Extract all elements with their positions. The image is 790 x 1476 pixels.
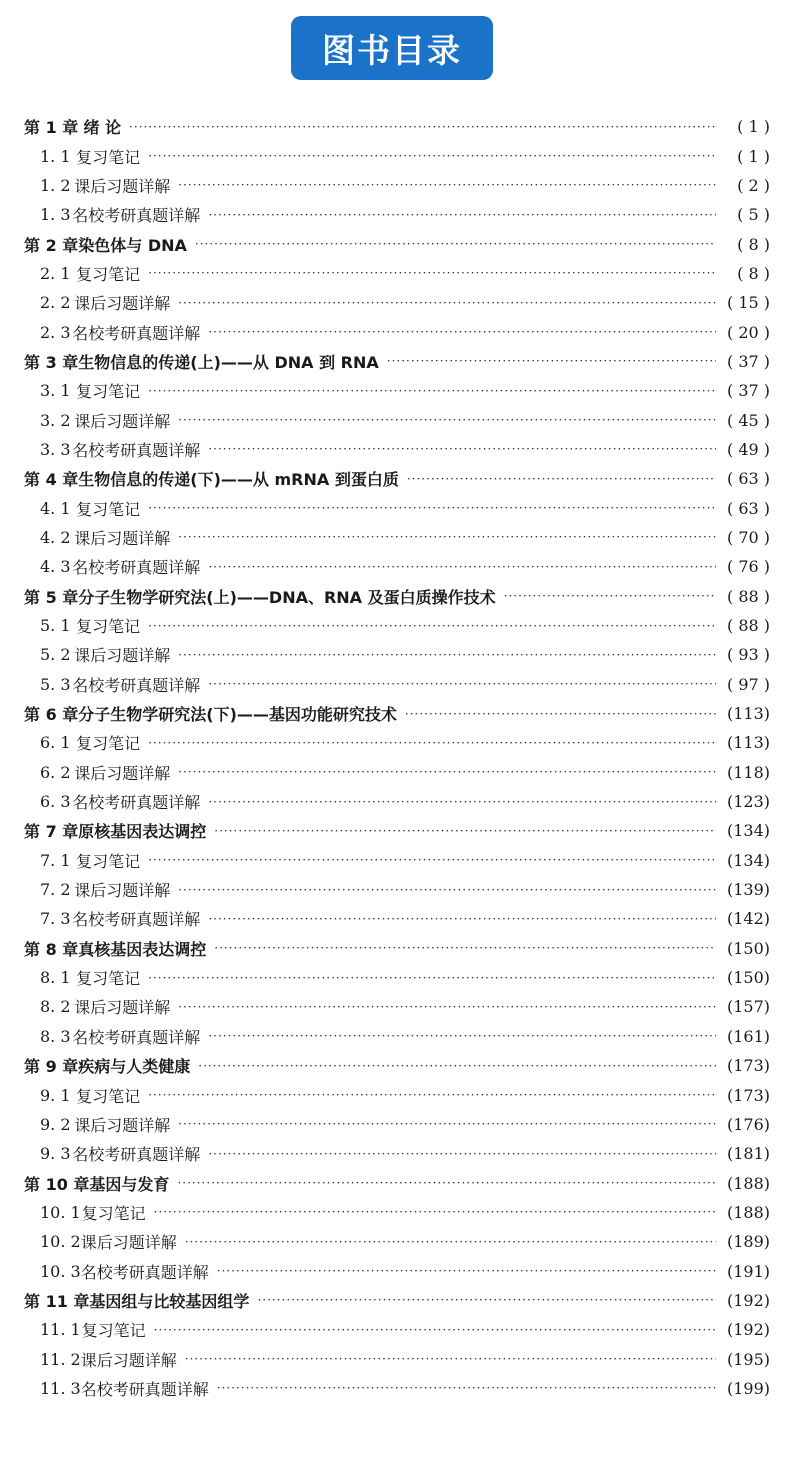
- section-number: 8. 3: [40, 1026, 71, 1046]
- section-page-number: ( 37 ): [726, 381, 770, 401]
- toc-chapter-row[interactable]: [24, 934, 770, 963]
- chapter-page-number: (188): [726, 1173, 770, 1193]
- toc-section-row[interactable]: [24, 787, 770, 816]
- dot-leader: [208, 442, 716, 456]
- chapter-page-number: (134): [726, 821, 770, 841]
- toc-chapter-row[interactable]: [24, 1286, 770, 1315]
- section-number: 4. 2: [40, 527, 71, 547]
- section-title: 课后习题详解: [74, 294, 171, 314]
- toc-section-row[interactable]: [24, 288, 770, 317]
- dot-leader: [154, 1323, 716, 1337]
- toc-section-row[interactable]: [24, 405, 770, 434]
- toc-section-row[interactable]: [24, 317, 770, 346]
- section-title: 复习笔记: [76, 499, 141, 519]
- section-title: 名校考研真题详解: [72, 323, 201, 343]
- chapter-number: 第 3 章: [24, 352, 79, 372]
- toc-section-row[interactable]: [24, 259, 770, 288]
- section-title: 名校考研真题详解: [72, 675, 201, 695]
- section-title: 课后习题详解: [74, 881, 171, 901]
- section-page-number: (189): [726, 1232, 770, 1252]
- section-page-number: ( 93 ): [726, 645, 770, 665]
- section-title: 复习笔记: [76, 382, 141, 402]
- dot-leader: [185, 1352, 716, 1366]
- chapter-title: 绪 论: [83, 118, 122, 138]
- chapter-number: 第 10 章: [24, 1174, 90, 1194]
- section-page-number: (199): [726, 1378, 770, 1398]
- chapter-number: 第 5 章: [24, 587, 79, 607]
- toc-section-row[interactable]: [24, 611, 770, 640]
- toc-chapter-row[interactable]: [24, 1168, 770, 1197]
- dot-leader: [177, 1176, 716, 1190]
- section-page-number: ( 88 ): [726, 616, 770, 636]
- section-page-number: (188): [726, 1202, 770, 1222]
- dot-leader: [208, 677, 716, 691]
- chapter-title: 真核基因表达调控: [78, 939, 207, 959]
- toc-section-row[interactable]: [24, 670, 770, 699]
- section-number: 6. 1: [40, 733, 71, 753]
- dot-leader: [178, 765, 716, 779]
- chapter-title: 生物信息的传递(上)——从 DNA 到 RNA: [78, 352, 379, 372]
- dot-leader: [178, 296, 716, 310]
- section-page-number: ( 2 ): [737, 175, 770, 195]
- toc-section-row[interactable]: [24, 493, 770, 522]
- section-number: 10. 2: [40, 1232, 81, 1252]
- dot-leader: [148, 971, 716, 985]
- chapter-number: 第 2 章: [24, 235, 79, 255]
- section-page-number: ( 76 ): [726, 557, 770, 577]
- section-number: 9. 2: [40, 1114, 71, 1134]
- section-title: 名校考研真题详解: [72, 910, 201, 930]
- section-title: 课后习题详解: [74, 646, 171, 666]
- section-title: 复习笔记: [76, 851, 141, 871]
- dot-leader: [217, 1264, 716, 1278]
- dot-leader: [195, 237, 716, 251]
- dot-leader: [214, 941, 716, 955]
- dot-leader: [208, 1147, 716, 1161]
- section-page-number: ( 45 ): [726, 410, 770, 430]
- toc-section-row[interactable]: [24, 1198, 770, 1227]
- dot-leader: [178, 530, 716, 544]
- section-page-number: (150): [726, 968, 770, 988]
- section-number: 2. 3: [40, 322, 71, 342]
- toc-section-row[interactable]: [24, 846, 770, 875]
- chapter-page-number: ( 8 ): [737, 234, 770, 254]
- toc-chapter-row[interactable]: [24, 112, 770, 141]
- section-title: 复习笔记: [76, 969, 141, 989]
- section-page-number: (142): [726, 909, 770, 929]
- section-number: 6. 3: [40, 792, 71, 812]
- dot-leader: [208, 795, 716, 809]
- chapter-page-number: ( 63 ): [726, 469, 770, 489]
- toc-section-row[interactable]: [24, 728, 770, 757]
- toc-section-row[interactable]: [24, 171, 770, 200]
- section-page-number: (161): [726, 1026, 770, 1046]
- section-number: 7. 3: [40, 909, 71, 929]
- dot-leader: [178, 413, 716, 427]
- toc-section-row[interactable]: [24, 904, 770, 933]
- section-number: 6. 2: [40, 762, 71, 782]
- toc-section-row[interactable]: [24, 1022, 770, 1051]
- toc-section-row[interactable]: [24, 875, 770, 904]
- dot-leader: [405, 707, 716, 721]
- dot-leader: [148, 736, 716, 750]
- dot-leader: [387, 354, 716, 368]
- toc-section-row[interactable]: [24, 523, 770, 552]
- toc-section-row[interactable]: [24, 992, 770, 1021]
- section-page-number: (191): [726, 1261, 770, 1281]
- section-title: 名校考研真题详解: [72, 1145, 201, 1165]
- chapter-title: 生物信息的传递(下)——从 mRNA 到蛋白质: [78, 470, 399, 490]
- section-number: 2. 1: [40, 263, 71, 283]
- section-page-number: (192): [726, 1320, 770, 1340]
- dot-leader: [178, 1117, 716, 1131]
- section-title: 课后习题详解: [80, 1233, 177, 1253]
- section-page-number: (118): [726, 762, 770, 782]
- toc-chapter-row[interactable]: [24, 1051, 770, 1080]
- section-number: 11. 2: [40, 1349, 81, 1369]
- section-title: 课后习题详解: [74, 411, 171, 431]
- dot-leader: [257, 1293, 716, 1307]
- section-title: 课后习题详解: [74, 998, 171, 1018]
- dot-leader: [148, 501, 716, 515]
- dot-leader: [148, 619, 716, 633]
- toc-section-row[interactable]: [24, 376, 770, 405]
- section-number: 1. 1: [40, 146, 71, 166]
- chapter-title: 原核基因表达调控: [78, 822, 207, 842]
- section-number: 3. 1: [40, 381, 71, 401]
- toc-section-row[interactable]: [24, 1139, 770, 1168]
- section-title: 课后习题详解: [74, 1115, 171, 1135]
- dot-leader: [208, 1029, 716, 1043]
- toc-section-row[interactable]: [24, 1344, 770, 1373]
- chapter-number: 第 4 章: [24, 470, 79, 490]
- section-title: 复习笔记: [76, 617, 141, 637]
- toc-section-row[interactable]: [24, 200, 770, 229]
- chapter-number: 第 1 章: [24, 118, 79, 138]
- dot-leader: [217, 1381, 716, 1395]
- section-number: 3. 2: [40, 410, 71, 430]
- chapter-page-number: ( 37 ): [726, 351, 770, 371]
- chapter-page-number: (150): [726, 938, 770, 958]
- section-page-number: ( 49 ): [726, 439, 770, 459]
- chapter-number: 第 9 章: [24, 1057, 79, 1077]
- section-title: 名校考研真题详解: [72, 1027, 201, 1047]
- dot-leader: [208, 912, 716, 926]
- chapter-title: 染色体与 DNA: [78, 235, 187, 255]
- chapter-page-number: (192): [726, 1290, 770, 1310]
- section-title: 复习笔记: [76, 147, 141, 167]
- section-number: 5. 3: [40, 674, 71, 694]
- section-number: 10. 1: [40, 1202, 81, 1222]
- section-number: 9. 1: [40, 1085, 71, 1105]
- section-title: 课后习题详解: [74, 528, 171, 548]
- section-page-number: ( 5 ): [737, 205, 770, 225]
- section-page-number: ( 1 ): [737, 146, 770, 166]
- toc-section-row[interactable]: [24, 963, 770, 992]
- section-page-number: (157): [726, 997, 770, 1017]
- section-title: 复习笔记: [76, 264, 141, 284]
- section-number: 1. 2: [40, 175, 71, 195]
- section-page-number: ( 20 ): [726, 322, 770, 342]
- section-title: 课后习题详解: [74, 176, 171, 196]
- chapter-number: 第 11 章: [24, 1291, 90, 1311]
- section-page-number: ( 97 ): [726, 674, 770, 694]
- chapter-title: 分子生物学研究法(下)——基因功能研究技术: [78, 705, 397, 725]
- toc-section-row[interactable]: [24, 1315, 770, 1344]
- dot-leader: [148, 149, 716, 163]
- dot-leader: [198, 1059, 716, 1073]
- section-number: 5. 1: [40, 616, 71, 636]
- toc-section-row[interactable]: [24, 141, 770, 170]
- section-page-number: ( 8 ): [737, 263, 770, 283]
- section-number: 7. 2: [40, 880, 71, 900]
- section-number: 2. 2: [40, 293, 71, 313]
- section-title: 名校考研真题详解: [72, 793, 201, 813]
- dot-leader: [208, 560, 716, 574]
- chapter-title: 疾病与人类健康: [78, 1057, 191, 1077]
- section-number: 1. 3: [40, 205, 71, 225]
- dot-leader: [154, 1205, 716, 1219]
- section-page-number: (139): [726, 880, 770, 900]
- chapter-page-number: ( 1 ): [737, 117, 770, 137]
- dot-leader: [148, 853, 716, 867]
- toc-section-row[interactable]: [24, 1374, 770, 1403]
- section-title: 名校考研真题详解: [72, 558, 201, 578]
- dot-leader: [185, 1235, 716, 1249]
- dot-leader: [407, 472, 716, 486]
- dot-leader: [178, 883, 716, 897]
- dot-leader: [148, 266, 716, 280]
- toc-section-row[interactable]: [24, 1080, 770, 1109]
- section-page-number: (181): [726, 1144, 770, 1164]
- section-page-number: ( 15 ): [726, 293, 770, 313]
- title-banner: [291, 16, 493, 80]
- toc-section-row[interactable]: [24, 1110, 770, 1139]
- section-title: 复习笔记: [81, 1203, 146, 1223]
- section-number: 3. 3: [40, 439, 71, 459]
- toc-chapter-row[interactable]: [24, 699, 770, 728]
- section-title: 课后习题详解: [74, 763, 171, 783]
- chapter-number: 第 6 章: [24, 705, 79, 725]
- toc-chapter-row[interactable]: [24, 347, 770, 376]
- section-page-number: (134): [726, 850, 770, 870]
- page-title: 图书目录: [322, 30, 462, 70]
- chapter-page-number: (173): [726, 1056, 770, 1076]
- section-page-number: ( 70 ): [726, 527, 770, 547]
- toc-section-row[interactable]: [24, 758, 770, 787]
- toc-chapter-row[interactable]: [24, 816, 770, 845]
- chapter-title: 基因组与比较基因组学: [89, 1291, 250, 1311]
- section-title: 名校考研真题详解: [80, 1379, 209, 1399]
- dot-leader: [178, 178, 716, 192]
- section-title: 名校考研真题详解: [72, 206, 201, 226]
- chapter-title: 基因与发育: [89, 1174, 170, 1194]
- chapter-title: 分子生物学研究法(上)——DNA、RNA 及蛋白质操作技术: [78, 587, 496, 607]
- dot-leader: [148, 1088, 716, 1102]
- section-number: 9. 3: [40, 1144, 71, 1164]
- section-number: 11. 1: [40, 1320, 81, 1340]
- chapter-number: 第 7 章: [24, 822, 79, 842]
- chapter-page-number: (113): [726, 704, 770, 724]
- section-number: 4. 3: [40, 557, 71, 577]
- section-number: 5. 2: [40, 645, 71, 665]
- dot-leader: [504, 589, 716, 603]
- toc-chapter-row[interactable]: [24, 464, 770, 493]
- section-page-number: (173): [726, 1085, 770, 1105]
- section-title: 课后习题详解: [80, 1350, 177, 1370]
- toc-section-row[interactable]: [24, 1227, 770, 1256]
- section-number: 11. 3: [40, 1378, 81, 1398]
- section-number: 8. 2: [40, 997, 71, 1017]
- section-number: 7. 1: [40, 850, 71, 870]
- dot-leader: [178, 648, 716, 662]
- section-page-number: (113): [726, 733, 770, 753]
- dot-leader: [178, 1000, 716, 1014]
- toc-section-row[interactable]: [24, 1256, 770, 1285]
- section-number: 8. 1: [40, 968, 71, 988]
- dot-leader: [129, 120, 716, 134]
- section-title: 名校考研真题详解: [80, 1262, 209, 1282]
- chapter-page-number: ( 88 ): [726, 586, 770, 606]
- toc-section-row[interactable]: [24, 640, 770, 669]
- toc-chapter-row[interactable]: [24, 229, 770, 258]
- section-page-number: (176): [726, 1114, 770, 1134]
- section-title: 复习笔记: [76, 1086, 141, 1106]
- table-of-contents: [24, 112, 770, 1403]
- section-page-number: (123): [726, 792, 770, 812]
- toc-chapter-row[interactable]: [24, 582, 770, 611]
- chapter-number: 第 8 章: [24, 939, 79, 959]
- section-page-number: (195): [726, 1349, 770, 1369]
- dot-leader: [208, 208, 716, 222]
- section-title: 复习笔记: [76, 734, 141, 754]
- section-title: 复习笔记: [81, 1321, 146, 1341]
- dot-leader: [148, 384, 716, 398]
- section-page-number: ( 63 ): [726, 498, 770, 518]
- dot-leader: [208, 325, 716, 339]
- section-title: 名校考研真题详解: [72, 440, 201, 460]
- toc-section-row[interactable]: [24, 552, 770, 581]
- section-number: 10. 3: [40, 1261, 81, 1281]
- toc-section-row[interactable]: [24, 435, 770, 464]
- section-number: 4. 1: [40, 498, 71, 518]
- dot-leader: [214, 824, 716, 838]
